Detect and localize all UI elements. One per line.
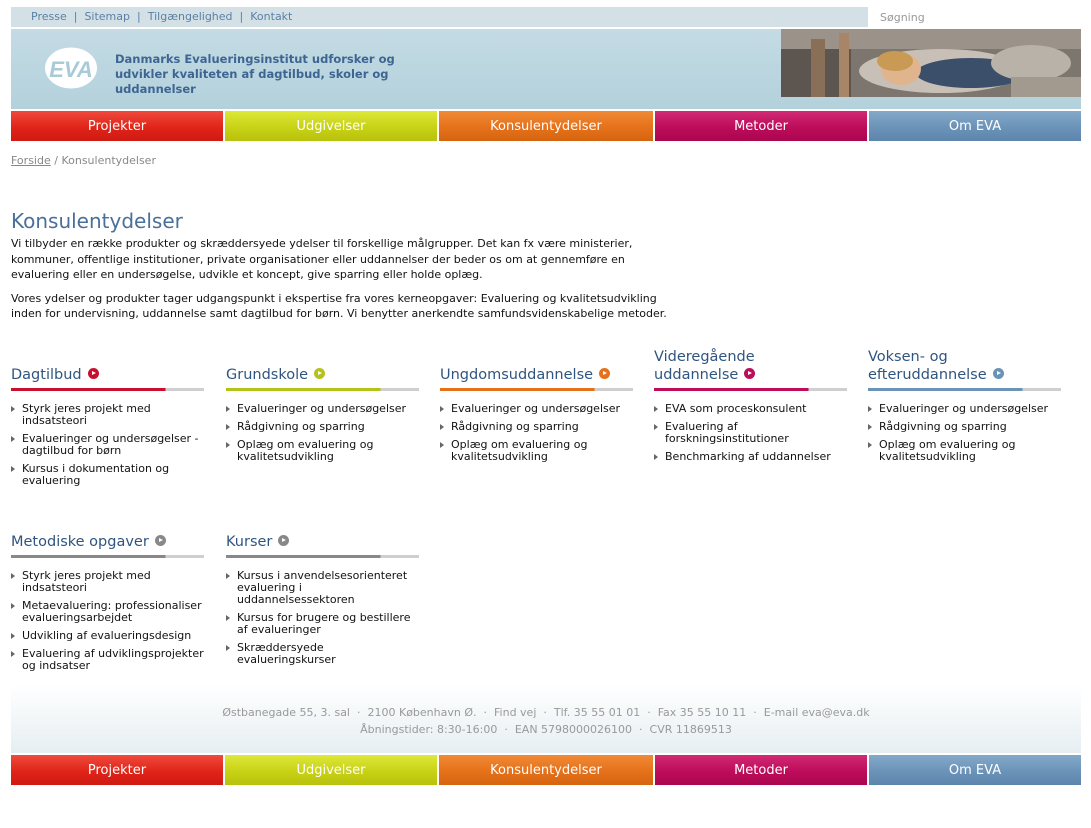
- list-item[interactable]: Oplæg om evaluering og kvalitetsudvikling: [440, 439, 633, 463]
- category-links: [868, 403, 1061, 463]
- footer-phone: Tlf. 35 55 01 01: [553, 705, 641, 719]
- list-item[interactable]: Rådgivning og sparring: [868, 421, 1061, 433]
- footer-separator: ·: [639, 722, 643, 736]
- category-header: [440, 342, 633, 384]
- arrow-right-icon: [278, 535, 289, 546]
- arrow-right-icon: [155, 535, 166, 546]
- util-separator: |: [73, 10, 78, 23]
- category-divider: [654, 388, 847, 391]
- category-title-text: Metodiske opgaver: [11, 533, 149, 550]
- footer-separator: ·: [543, 705, 547, 719]
- category-header: [654, 342, 847, 384]
- category-title[interactable]: [11, 366, 99, 384]
- page-title: Konsulentydelser: [11, 209, 183, 233]
- footer-nav-konsulentydelser[interactable]: Konsulentydelser: [439, 755, 653, 785]
- list-item[interactable]: Kursus i anvendelsesorienteret evaluering i uddannelsessektoren: [226, 570, 419, 606]
- footer-separator: ·: [647, 705, 651, 719]
- category-voksen-og-efteruddannelse: [868, 342, 1061, 469]
- category-title[interactable]: [654, 348, 804, 384]
- search-input[interactable]: [868, 7, 1081, 27]
- util-link-presse[interactable]: Presse: [31, 10, 67, 23]
- breadcrumb-separator: /: [54, 154, 58, 167]
- footer-separator: ·: [504, 722, 508, 736]
- category-divider: [868, 388, 1061, 391]
- category-links: [654, 403, 847, 463]
- list-item[interactable]: Metaevaluering: professionaliser evalueringsarbejdet: [11, 600, 204, 624]
- breadcrumb-home[interactable]: Forside: [11, 154, 51, 167]
- footer-find-link[interactable]: Find vej: [494, 705, 537, 719]
- nav-om-eva[interactable]: Om EVA: [869, 111, 1081, 141]
- nav-konsulentydelser[interactable]: Konsulentydelser: [439, 111, 653, 141]
- footer-address: Østbanegade 55, 3. sal: [222, 705, 350, 719]
- footer-city: 2100 København Ø.: [367, 705, 477, 719]
- footer-hours: Åbningstider: 8:30-16:00: [360, 722, 498, 736]
- site-footer: [11, 685, 1081, 753]
- list-item[interactable]: Benchmarking af uddannelser: [654, 451, 847, 463]
- category-row: [11, 509, 1081, 685]
- category-dagtilbud: [11, 342, 204, 493]
- utility-links: [31, 10, 292, 23]
- intro-paragraph-2: Vores ydelser og produkter tager udgangspunkt i ekspertise fra vores kerneopgaver: Evaluering og kvalitetsudvikling inden for undervisning, uddannelse samt dagtilbud for børn. Vi benytter anerkendte samfundsvidenskabelige metoder.: [11, 291, 667, 320]
- hero-photo: [781, 29, 1081, 97]
- category-title-text: Voksen- og efteruddannelse: [868, 348, 987, 383]
- arrow-right-icon: [599, 368, 610, 379]
- category-links: [11, 570, 204, 672]
- footer-email[interactable]: E-mail eva@eva.dk: [763, 705, 870, 719]
- arrow-right-icon: [88, 368, 99, 379]
- list-item[interactable]: Rådgivning og sparring: [440, 421, 633, 433]
- list-item[interactable]: EVA som proceskonsulent: [654, 403, 847, 415]
- category-links: [440, 403, 633, 463]
- util-link-tilgaengelighed[interactable]: Tilgængelighed: [147, 10, 233, 23]
- category-title[interactable]: [440, 366, 610, 384]
- nav-projekter[interactable]: Projekter: [11, 111, 223, 141]
- list-item[interactable]: Skræddersyede evalueringskurser: [226, 642, 419, 666]
- breadcrumb: [11, 154, 1081, 167]
- category-ungdomsuddannelse: [440, 342, 633, 469]
- category-videregaaende-uddannelse: [654, 342, 847, 469]
- category-title[interactable]: [226, 533, 289, 551]
- list-item[interactable]: Kursus for brugere og bestillere af evalueringer: [226, 612, 419, 636]
- category-links: [11, 403, 204, 487]
- footer-fax: Fax 35 55 10 11: [657, 705, 747, 719]
- intro-paragraph-1: Vi tilbyder en række produkter og skræddersyede ydelser til forskellige målgrupper. Det kan fx være ministerier, kommuner, offentlige institutioner, private organisationer eller uddannelser der beder os om at gennemføre en evaluering eller en undersøgelse, udvikle et koncept, give sparring eller holde oplæg.: [11, 237, 633, 281]
- category-title[interactable]: [868, 348, 1018, 384]
- category-links: [226, 570, 419, 666]
- list-item[interactable]: Evaluering af udviklingsprojekter og indsatser: [11, 648, 204, 672]
- footer-separator: ·: [753, 705, 757, 719]
- footer-nav-udgivelser[interactable]: Udgivelser: [225, 755, 437, 785]
- category-header: [226, 342, 419, 384]
- list-item[interactable]: Evalueringer og undersøgelser - dagtilbud for børn: [11, 433, 204, 457]
- utility-bar: [11, 7, 1081, 27]
- list-item[interactable]: Udvikling af evalueringsdesign: [11, 630, 204, 642]
- category-header: [11, 509, 204, 551]
- category-metodiske-opgaver: [11, 509, 204, 678]
- category-title[interactable]: [11, 533, 166, 551]
- eva-logo[interactable]: [44, 46, 98, 90]
- footer-separator: ·: [483, 705, 488, 719]
- category-header: [868, 342, 1061, 384]
- category-divider: [440, 388, 633, 391]
- list-item[interactable]: Oplæg om evaluering og kvalitetsudvikling: [226, 439, 419, 463]
- list-item[interactable]: Rådgivning og sparring: [226, 421, 419, 433]
- category-kurser: [226, 509, 419, 672]
- footer-separator: ·: [357, 705, 361, 719]
- main-nav: [11, 111, 1081, 141]
- footer-nav-metoder[interactable]: Metoder: [655, 755, 867, 785]
- util-separator: |: [137, 10, 141, 23]
- nav-metoder[interactable]: Metoder: [655, 111, 867, 141]
- footer-nav-projekter[interactable]: Projekter: [11, 755, 223, 785]
- util-link-kontakt[interactable]: Kontakt: [250, 10, 293, 23]
- list-item[interactable]: Evalueringer og undersøgelser: [440, 403, 633, 415]
- category-divider: [11, 388, 204, 391]
- category-divider: [226, 388, 419, 391]
- category-divider: [11, 555, 204, 558]
- arrow-right-icon: [744, 368, 755, 379]
- list-item[interactable]: Evalueringer og undersøgelser: [868, 403, 1061, 415]
- footer-nav-om-eva[interactable]: Om EVA: [869, 755, 1081, 785]
- category-title[interactable]: [226, 366, 325, 384]
- arrow-right-icon: [993, 368, 1004, 379]
- category-header: [226, 509, 419, 551]
- list-item[interactable]: Oplæg om evaluering og kvalitetsudvikling: [868, 439, 1061, 463]
- category-title-text: Grundskole: [226, 366, 309, 383]
- category-links: [226, 403, 419, 463]
- footer-cvr: CVR 11869513: [649, 722, 732, 736]
- list-item[interactable]: Kursus i dokumentation og evaluering: [11, 463, 204, 487]
- list-item[interactable]: Evaluering af forskningsinstitutioner: [654, 421, 847, 445]
- breadcrumb-current: Konsulentydelser: [61, 154, 156, 167]
- list-item[interactable]: Evalueringer og undersøgelser: [226, 403, 419, 415]
- site-tagline: Danmarks Evalueringsinstitut udforsker og udvikler kvaliteten af dagtilbud, skoler og uddannelser: [115, 52, 395, 96]
- category-title-text: Kurser: [226, 533, 273, 550]
- category-row: [11, 342, 1081, 502]
- util-separator: |: [239, 10, 244, 23]
- category-grundskole: [226, 342, 419, 469]
- footer-info-line: [11, 721, 1081, 738]
- category-divider: [226, 555, 419, 558]
- arrow-right-icon: [314, 368, 325, 379]
- category-header: [11, 342, 204, 384]
- category-title-text: Dagtilbud: [11, 366, 82, 383]
- footer-nav: [11, 755, 1081, 785]
- site-header: [11, 29, 1081, 109]
- footer-ean: EAN 5798000026100: [514, 722, 633, 736]
- util-link-sitemap[interactable]: Sitemap: [84, 10, 130, 23]
- category-title-text: Videregående uddannelse: [654, 348, 755, 383]
- category-title-text: Ungdomsuddannelse: [440, 366, 594, 383]
- svg-text:EVA: EVA: [49, 57, 93, 82]
- nav-udgivelser[interactable]: Udgivelser: [225, 111, 437, 141]
- footer-contact-line: [11, 704, 1081, 721]
- list-item[interactable]: Styrk jeres projekt med indsatsteori: [11, 403, 204, 427]
- list-item[interactable]: Styrk jeres projekt med indsatsteori: [11, 570, 204, 594]
